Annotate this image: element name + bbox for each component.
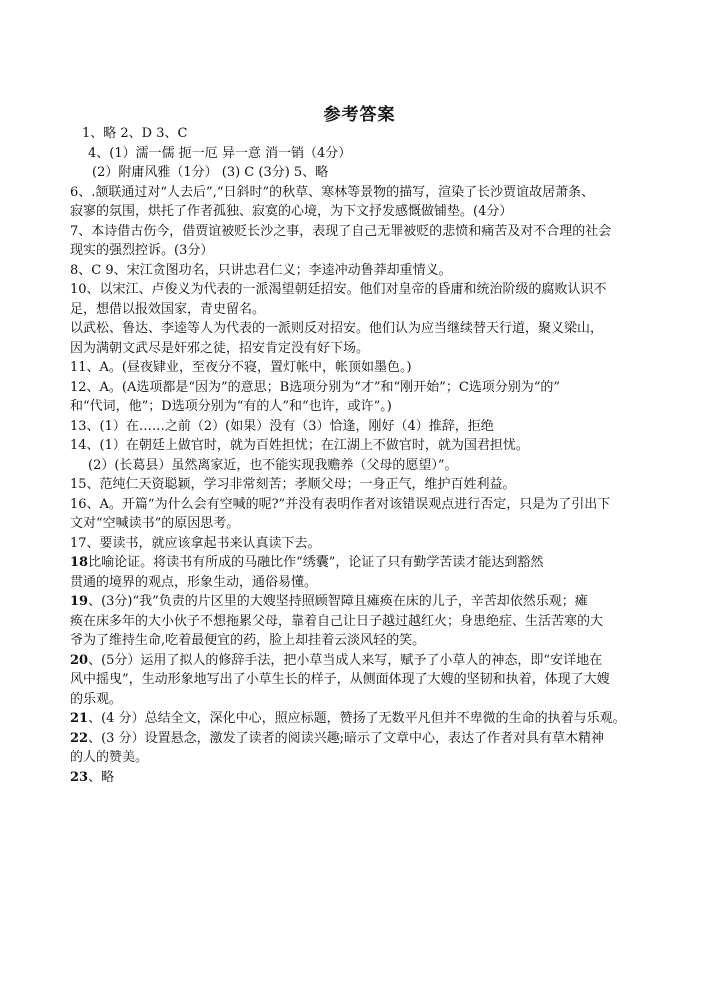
answer-text: 以武松、鲁达、李逵等人为代表的一派则反对招安。他们认为应当继续替天行道，聚义梁山， — [70, 321, 604, 336]
answer-line — [70, 690, 680, 710]
answer-text: 文对“空喊读书”的原因思考。 — [70, 516, 240, 531]
question-number: 18 — [70, 555, 89, 570]
answer-line — [70, 534, 680, 554]
answer-text: 因为满朝文武尽是奸邪之徒，招安肯定没有好下场。 — [70, 340, 370, 356]
answer-line — [70, 144, 680, 164]
answer-text: 6、.颔联通过对“人去后”,“日斜时”的秋草、寒林等景物的描写，渲染了长沙贾谊故居萧条、 — [70, 184, 595, 200]
answer-text: 、(5分）运用了拟人的修辞手法，把小草当成人来写，赋予了小草人的神态，即“安详地在 — [88, 652, 603, 668]
answer-line — [70, 495, 680, 515]
answer-text: 12、A。(A选项都是“因为”的意思；B选项分别为“才”和“刚开始”；C选项分别为“的” — [70, 379, 561, 395]
answer-text: 、(3分)“我”负责的片区里的大嫂坚持照顾智障且瘫痪在床的儿子，辛苦却依然乐观；瘫 — [88, 594, 588, 609]
question-number: 22 — [70, 730, 89, 746]
answer-line — [70, 475, 680, 495]
answer-line — [70, 729, 680, 749]
answer-text: 、(4 分）总结全文，深化中心，照应标题，赞扬了无数平凡但并不卑微的生命的执着与乐观。 — [88, 711, 626, 726]
answer-line — [70, 768, 680, 788]
answer-text: (2）附庸风雅（1分） (3) C (3分) 5、略 — [92, 165, 329, 180]
answer-line — [70, 163, 680, 183]
answer-text: 、略 — [88, 769, 115, 785]
answer-line — [70, 631, 680, 651]
answer-text: 10、以宋江、卢俊义为代表的一派渴望朝廷招安。他们对皇帝的昏庸和统治阶级的腐败认识不 — [70, 282, 607, 297]
answer-text: 寂寥的氛围，烘托了作者孤独、寂寞的心境，为下文抒发感慨做铺垫。(4分） — [70, 204, 513, 219]
answer-text: 8、C 9、宋江贪图功名，只讲忠君仁义；李逵冲动鲁莽却重情义。 — [70, 262, 452, 278]
answer-line — [70, 612, 680, 632]
answer-text: 爷为了维持生命,吃着最便宜的药，脸上却挂着云淡风轻的笑。 — [70, 633, 426, 648]
answer-text: 的人的赞美。 — [70, 750, 149, 765]
answer-text: 14、(1）在朝廷上做官时，就为百姓担忧；在江湖上不做官时，就为国君担忧。 — [70, 438, 529, 453]
answer-line — [70, 573, 680, 593]
answer-line — [70, 709, 680, 729]
answer-text: 15、范纯仁天资聪颖，学习非常刻苦；孝顺父母；一身正气，维护百姓利益。 — [70, 477, 516, 492]
answer-line — [70, 358, 680, 378]
answer-line — [70, 417, 680, 437]
answer-line — [70, 651, 680, 671]
answer-text: 4、(1）濡一儒 扼一厄 异一意 消一销（4分） — [88, 145, 352, 161]
answer-text: (2）(长葛县）虽然离家近，也不能实现我赡养（父母的愿望）”。 — [88, 457, 458, 473]
answer-line — [70, 456, 680, 476]
answer-line — [70, 319, 680, 339]
answer-text: 风中摇曳”，生动形象地写出了小草生长的样子，从侧面体现了大嫂的坚韧和执着，体现了大嫂 — [70, 672, 610, 687]
answer-line — [70, 436, 680, 456]
answer-line — [70, 280, 680, 300]
answer-text: 痪在床多年的大小伙子不想拖累父母，靠着自己让日子越过越红火；身患绝症、生活苦寒的大 — [70, 613, 604, 629]
answer-text: 1、略 2、D 3、C — [82, 126, 188, 141]
answer-line — [70, 397, 680, 417]
answer-line — [70, 183, 680, 203]
answer-line — [70, 241, 680, 261]
answer-line — [70, 748, 680, 768]
answer-text: 13、(1）在……之前（2）(如果）没有（3）恰逢，刚好（4）推辞，拒绝 — [70, 418, 494, 434]
answer-line — [70, 553, 680, 573]
answer-text: 16、A。开篇“为什么会有空喊的呢?”并没有表明作者对该错误观点进行否定，只是为了引出下 — [70, 496, 611, 512]
question-number: 20 — [70, 652, 89, 668]
answer-text: 7、本诗借古伤今，借贾谊被贬长沙之事，表现了自己无罪被贬的悲愤和痛苦及对不合理的社会 — [70, 223, 612, 239]
question-number: 23 — [70, 769, 89, 785]
answer-line — [70, 514, 680, 534]
answer-line — [70, 592, 680, 612]
answer-line — [70, 222, 680, 242]
question-number: 19 — [70, 594, 89, 609]
answer-text: 现实的强烈控诉。(3分） — [70, 243, 214, 258]
answer-text: 贯通的境界的观点，形象生动，通俗易懂。 — [70, 574, 318, 590]
answer-text: 的乐观。 — [70, 691, 123, 707]
answer-line — [70, 300, 680, 320]
answer-text: 比喻论证。将读书有所成的马融比作“绣囊”，论证了只有勤学苦读才能达到豁然 — [88, 555, 544, 570]
answer-line — [70, 261, 680, 281]
page-title: 参考答案 — [323, 105, 396, 125]
answer-line — [70, 670, 680, 690]
answer-text: 11、A。(昼夜肄业，至夜分不寝，置灯帐中，帐顶如墨色。) — [70, 360, 412, 375]
answer-text: 和“代词，他”；D选项分别为“有的人”和“也许，或许”。) — [70, 399, 392, 414]
answer-line — [70, 339, 680, 359]
answer-text: 17、要读书，就应该拿起书来认真读下去。 — [70, 535, 321, 551]
answer-text: 、(3 分）设置悬念，激发了读者的阅读兴趣;暗示了文章中心，表达了作者对具有草木精神 — [88, 730, 604, 746]
answer-text: 足，想借以报效国家，青史留名。 — [70, 301, 266, 317]
answer-line — [70, 202, 680, 222]
answer-line — [70, 378, 680, 398]
answer-line — [70, 124, 680, 144]
answer-list — [70, 124, 680, 787]
question-number: 21 — [70, 711, 89, 726]
